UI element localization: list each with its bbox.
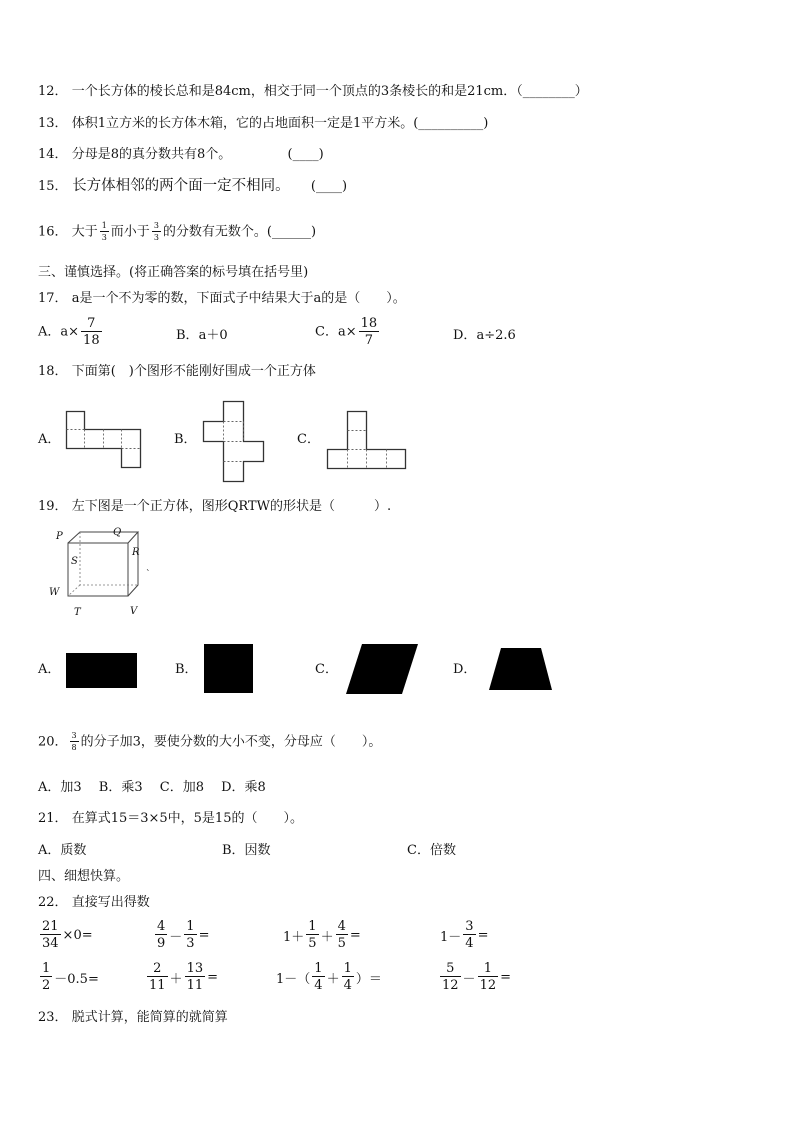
question-text: 长方体相邻的两个面一定不相同。 [72, 178, 290, 194]
question-number: 15． [38, 179, 68, 194]
cube-label-w: W [49, 587, 60, 598]
question-text: 在算式15＝3×5中，5是15的（ ）。 [71, 811, 303, 826]
cube-figure [48, 528, 158, 623]
section-heading-4: 四、细想快算。 [38, 869, 130, 884]
option-b[interactable]: B．a＋0 [176, 328, 228, 343]
cube-label-r: R [132, 547, 140, 558]
question-number: 12． [38, 84, 68, 99]
question-text: 脱式计算，能简算的就简算 [71, 1010, 228, 1025]
question-21 [38, 810, 303, 828]
option-d-label[interactable]: D． [453, 662, 477, 677]
question-number: 16． [38, 224, 68, 240]
fraction: $\frac{18}{7}$ [360, 316, 378, 348]
cube-label-q: Q [113, 527, 122, 538]
option-c[interactable]: C．倍数 [407, 843, 456, 858]
question-number: 21． [38, 811, 68, 826]
answer-blank[interactable]: (____) [287, 147, 324, 162]
stray-mark: ˋ [146, 570, 151, 580]
cube-label-p: P [56, 531, 63, 542]
cube-label-t: T [74, 607, 81, 618]
cube-label-s: S [71, 556, 78, 567]
question-13 [38, 115, 488, 133]
question-number: 17． [38, 291, 68, 306]
question-number: 19． [38, 499, 68, 514]
option-c-label[interactable]: C． [315, 662, 338, 677]
question-text: 一个长方体的棱长总和是84cm，相交于同一个顶点的3条棱长的和是21cm．（________） [71, 84, 588, 99]
option-b-label[interactable]: B． [175, 662, 198, 677]
option-a-label[interactable]: A． [38, 662, 61, 677]
option-c[interactable]: C．a× $\frac{18}{7}$ [315, 316, 378, 348]
expression-3: 1＋ $\frac{1}{5}$ ＋ $\frac{4}{5}$ = [283, 919, 361, 951]
cube-net-c [327, 411, 406, 469]
fraction: $\frac{1}{3}$ [101, 221, 107, 242]
question-text: 体积1立方米的长方体木箱，它的占地面积一定是1平方米。(__________) [71, 116, 489, 131]
option-d[interactable]: D．a÷2.6 [453, 328, 516, 343]
cube-label-v: V [130, 606, 138, 617]
question-text: 直接写出得数 [71, 895, 150, 910]
question-15 [38, 177, 347, 196]
expression-8: $\frac{5}{12}$ － $\frac{1}{12}$ = [442, 961, 512, 993]
expression-7: 1－（ $\frac{1}{4}$ ＋ $\frac{1}{4}$ ）＝ [276, 961, 382, 993]
question-text: 的分子加3，要使分数的大小不变，分母应（ ）。 [80, 734, 382, 750]
trapezoid-shape[interactable] [489, 648, 552, 690]
fraction: $\frac{3}{3}$ [153, 221, 159, 242]
square-shape[interactable] [204, 644, 253, 693]
question-18 [38, 363, 316, 381]
question-number: 14． [38, 147, 68, 162]
fraction: $\frac{7}{18}$ [83, 316, 100, 348]
question-23 [38, 1009, 228, 1027]
question-number: 18． [38, 364, 68, 379]
section-heading-3: 三、谨慎选择。(将正确答案的标号填在括号里) [38, 265, 309, 280]
fraction: $\frac{3}{8}$ [71, 731, 77, 752]
question-text: 下面第( )个图形不能刚好围成一个正方体 [71, 364, 316, 379]
question-17 [38, 290, 406, 308]
question-number: 23． [38, 1010, 68, 1025]
question-20 [38, 732, 381, 752]
parallelogram-shape[interactable] [346, 644, 418, 694]
cube-net-b [203, 401, 265, 482]
option-c-label[interactable]: C． [297, 432, 320, 447]
cube-net-a [66, 411, 142, 468]
question-text: a是一个不为零的数，下面式子中结果大于a的是（ ）。 [71, 291, 406, 306]
question-12 [38, 83, 588, 101]
option-a[interactable]: A．质数 [38, 843, 87, 858]
question-14 [38, 146, 324, 164]
question-22 [38, 894, 150, 912]
question-19 [38, 498, 391, 516]
expression-6: $\frac{2}{11}$ ＋ $\frac{13}{11}$ = [149, 961, 219, 993]
question-text: 分母是8的真分数共有8个。 [71, 147, 232, 162]
question-number: 22． [38, 895, 68, 910]
option-a[interactable]: A．a× $\frac{7}{18}$ [38, 316, 100, 348]
expression-1: $\frac{21}{34}$ ×0= [42, 919, 93, 951]
option-b[interactable]: B．因数 [222, 843, 271, 858]
question-number: 20． [38, 734, 68, 750]
rectangle-shape[interactable] [66, 653, 137, 688]
question-number: 13． [38, 116, 68, 131]
expression-2: $\frac{4}{9}$ － $\frac{1}{3}$ = [157, 919, 210, 951]
question-text: 大于 [71, 224, 98, 240]
question-20-options[interactable]: A．加3 B．乘3 C．加8 D．乘8 [38, 780, 266, 795]
option-a-label[interactable]: A． [38, 432, 61, 447]
expression-5: $\frac{1}{2}$ －0.5= [42, 961, 99, 993]
option-b-label[interactable]: B． [174, 432, 197, 447]
question-text: 左下图是一个正方体，图形QRTW的形状是（ ）. [71, 499, 392, 514]
expression-4: 1－ $\frac{3}{4}$ = [440, 919, 489, 951]
question-16: 16． 大于 $\frac{1}{3}$ 而小于 $\frac{3}{3}$ 的分数有无数个。(______) [38, 221, 317, 242]
answer-blank[interactable]: (____) [310, 179, 348, 194]
